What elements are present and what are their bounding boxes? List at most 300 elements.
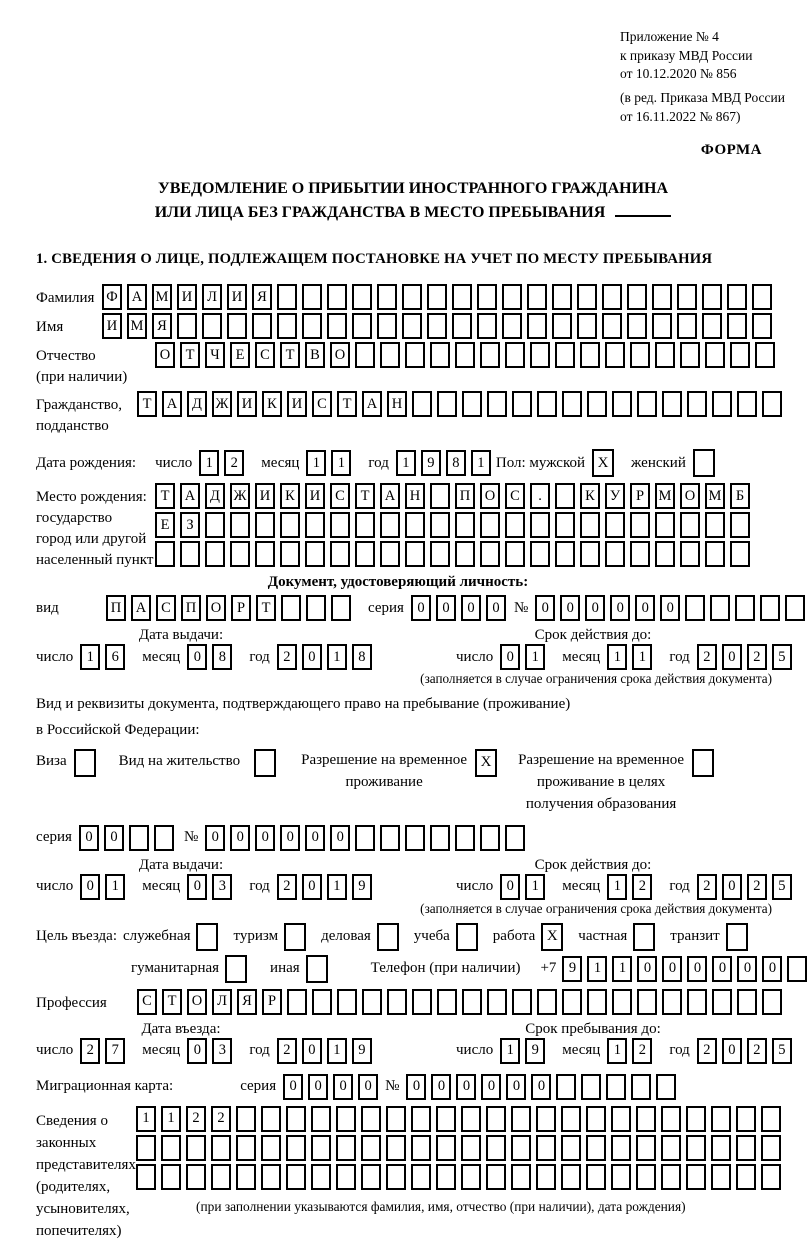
temp-residence-education-checkbox [692,749,719,777]
form-cell [261,1164,281,1190]
form-cell: 0 [506,1074,526,1100]
form-cell: 0 [456,1074,476,1100]
form-cell [281,595,301,621]
form-cell: К [280,483,300,509]
purpose-private-checkbox [633,923,660,951]
form-cell [505,825,525,851]
form-cell: 0 [431,1074,451,1100]
purpose-label: Цель въезда: [36,928,117,945]
form-cell [284,923,306,951]
form-cell: И [177,284,197,310]
form-cell [211,1135,231,1161]
form-cell [455,541,475,567]
form-cell [402,284,422,310]
form-cell [762,989,782,1015]
form-cell: О [480,483,500,509]
form-cell [577,313,597,339]
form-cell [377,923,399,951]
form-cell: 0 [481,1074,501,1100]
form-cell [427,313,447,339]
form-cell: Б [730,483,750,509]
form-cell: С [312,391,332,417]
form-cell [727,313,747,339]
purpose-work-checkbox [541,923,568,951]
form-cell [302,313,322,339]
profession-cells [137,989,787,1015]
form-cell: 2 [277,1038,297,1064]
form-cell [477,313,497,339]
form-cell: С [330,483,350,509]
form-cell [680,342,700,368]
form-cell [380,541,400,567]
birth-place-row-1 [155,483,755,509]
form-cell [686,1164,706,1190]
form-cell [311,1164,331,1190]
form-cell [430,512,450,538]
doc-kind-cells [106,595,356,621]
field-migration-card [36,1074,790,1100]
form-cell [630,512,650,538]
form-cell: 2 [632,1038,652,1064]
form-cell: К [262,391,282,417]
form-cell [752,313,772,339]
form-cell: П [106,595,126,621]
form-cell: А [380,483,400,509]
form-cell: 9 [562,956,582,982]
form-cell [730,512,750,538]
form-cell: 0 [305,825,325,851]
form-cell [537,391,557,417]
form-cell [730,541,750,567]
representatives-cells [136,1106,786,1215]
form-cell: 0 [308,1074,328,1100]
form-cell: 0 [585,595,605,621]
field-legal-representatives [36,1106,790,1242]
form-cell [462,989,482,1015]
visa-label: Виза [36,752,67,769]
stay-day-cells [500,1038,550,1064]
form-cell [427,284,447,310]
annex-line: от 10.12.2020 № 856 [620,66,737,82]
form-cell [205,512,225,538]
form-cell [377,284,397,310]
form-cell: Н [405,483,425,509]
form-cell [377,313,397,339]
form-cell [680,541,700,567]
form-cell: 1 [471,450,491,476]
form-cell [785,595,805,621]
form-cell: 5 [772,1038,792,1064]
form-cell: 7 [105,1038,125,1064]
form-cell: С [156,595,176,621]
form-cell [762,391,782,417]
form-cell [536,1135,556,1161]
residence-issue-date-header: Дата выдачи: [138,856,224,873]
form-cell [652,284,672,310]
form-cell: 0 [302,644,322,670]
form-cell [561,1135,581,1161]
entry-month-cells [187,1038,237,1064]
form-cell [702,313,722,339]
form-cell: 0 [411,595,431,621]
form-cell [261,1106,281,1132]
residence-series-cells [79,825,179,851]
form-cell [136,1164,156,1190]
form-cell [355,342,375,368]
form-cell [352,313,372,339]
form-cell [386,1106,406,1132]
form-cell [580,541,600,567]
form-cell [692,749,714,777]
form-cell [562,391,582,417]
form-cell: И [102,313,122,339]
form-cell [186,1135,206,1161]
form-cell: И [255,483,275,509]
form-cell [612,391,632,417]
form-cell [787,956,807,982]
form-cell: 0 [436,595,456,621]
form-cell [556,1074,576,1100]
form-cell [711,1106,731,1132]
form-cell [202,313,222,339]
form-cell: Т [280,342,300,368]
form-cell [336,1164,356,1190]
field-given-name [36,313,790,339]
form-cell: Д [205,483,225,509]
form-cell: 0 [406,1074,426,1100]
form-cell: 2 [697,1038,717,1064]
form-cell [306,595,326,621]
residence-doc-line-2: в Российской Федерации: [36,722,200,739]
form-cell: А [131,595,151,621]
form-cell [277,313,297,339]
purpose-official-checkbox [196,923,223,951]
form-cell [327,284,347,310]
form-cell [705,512,725,538]
form-cell: Л [212,989,232,1015]
entry-date: число 2 7 месяц 0 3 год 2 0 1 9 [36,1038,456,1064]
form-cell [505,541,525,567]
form-cell [461,1106,481,1132]
form-cell [236,1135,256,1161]
form-cell [386,1135,406,1161]
form-cell: 1 [525,874,545,900]
temp-residence-label: Разрешение на временное проживание [301,751,468,790]
form-cell [652,313,672,339]
form-cell: 5 [772,874,792,900]
residence-valid-year-cells [697,874,797,900]
form-cell [452,284,472,310]
form-cell [730,342,750,368]
stay-year-cells [697,1038,797,1064]
form-cell: 0 [486,595,506,621]
residence-dates [36,874,790,900]
form-cell [587,989,607,1015]
purpose-humanitarian-checkbox [225,955,252,983]
form-cell: 0 [104,825,124,851]
form-cell: 0 [500,644,520,670]
option-residence-permit [119,749,281,777]
option-visa [36,749,101,777]
form-cell [430,825,450,851]
doc-issue-date: число 1 6 месяц 0 8 год 2 0 1 8 [36,644,456,670]
form-cell: 5 [772,644,792,670]
surname-cells [102,284,777,310]
form-cell [555,512,575,538]
form-cell: 2 [277,874,297,900]
form-cell [402,313,422,339]
form-cell [655,541,675,567]
annex-header [620,28,790,126]
form-cell: 3 [212,874,232,900]
form-cell [527,313,547,339]
form-cell: 0 [187,644,207,670]
form-cell: 0 [722,644,742,670]
form-cell: 0 [230,825,250,851]
form-cell [355,541,375,567]
purpose-business-checkbox [377,923,404,951]
form-cell [760,595,780,621]
form-cell: П [181,595,201,621]
form-cell: 2 [186,1106,206,1132]
form-cell [536,1164,556,1190]
doc-series-cells [411,595,511,621]
form-cell [411,1106,431,1132]
form-cell: 2 [747,644,767,670]
form-cell: 1 [327,644,347,670]
form-cell [336,1106,356,1132]
form-cell: Т [337,391,357,417]
form-cell: А [127,284,147,310]
form-cell [530,512,550,538]
phone-prefix: +7 [540,960,557,977]
form-cell [686,1135,706,1161]
form-cell [461,1164,481,1190]
form-cell: 9 [352,874,372,900]
form-cell: Р [262,989,282,1015]
form-cell [612,989,632,1015]
form-cell: О [187,989,207,1015]
form-cell [552,313,572,339]
birth-month-cells [306,450,356,476]
residence-series-label: серия [36,829,72,846]
form-cell [736,1135,756,1161]
form-cell [136,1135,156,1161]
form-cell: 1 [199,450,219,476]
form-cell: 9 [352,1038,372,1064]
form-cell [480,342,500,368]
form-cell [411,1164,431,1190]
form-cell: 9 [421,450,441,476]
form-cell [627,284,647,310]
form-cell: 1 [306,450,326,476]
form-cell [331,595,351,621]
form-cell: С [255,342,275,368]
form-cell: 8 [212,644,232,670]
form-cell: 0 [79,825,99,851]
form-cell [662,989,682,1015]
form-cell [555,342,575,368]
form-cell: 1 [500,1038,520,1064]
form-cell [311,1106,331,1132]
form-cell: О [155,342,175,368]
form-cell [711,1135,731,1161]
form-cell [705,342,725,368]
form-cell [655,342,675,368]
form-cell [412,391,432,417]
form-cell: 0 [531,1074,551,1100]
form-cell [712,391,732,417]
residence-issue-year-cells [277,874,377,900]
form-cell: Ф [102,284,122,310]
form-cell [752,284,772,310]
form-cell [386,1164,406,1190]
residence-issue-day-cells [80,874,130,900]
form-cell [287,989,307,1015]
entry-dates [36,1038,790,1064]
form-cell [411,1135,431,1161]
residence-doc-options [36,749,790,815]
residence-issue-date: число 0 1 месяц 0 3 год 2 0 1 9 [36,874,456,900]
form-cell: 0 [737,956,757,982]
stay-month-cells [607,1038,657,1064]
form-cell [662,391,682,417]
sex-male-checkbox [592,449,619,477]
form-cell [252,313,272,339]
form-cell: 0 [283,1074,303,1100]
doc-issue-month-cells [187,644,237,670]
form-cell [230,512,250,538]
form-cell: 0 [722,874,742,900]
migration-series-cells [283,1074,383,1100]
form-cell [387,989,407,1015]
title-line-1: УВЕДОМЛЕНИЕ О ПРИБЫТИИ ИНОСТРАННОГО ГРАЖДАНИНА [157,180,669,198]
residence-valid-month-cells [607,874,657,900]
form-cell: 0 [635,595,655,621]
form-cell [530,541,550,567]
form-cell [737,391,757,417]
form-cell [280,512,300,538]
doc-issue-year-cells [277,644,377,670]
form-cell [630,342,650,368]
phone-cells [562,956,812,982]
form-cell [505,342,525,368]
form-cell [305,541,325,567]
form-cell [305,512,325,538]
form-cell [355,512,375,538]
residence-number-sign: № [183,829,199,846]
form-cell [155,541,175,567]
form-cell [225,955,247,983]
form-cell [636,1106,656,1132]
form-cell [486,1135,506,1161]
form-cell: О [680,483,700,509]
form-cell: 8 [446,450,466,476]
form-cell [236,1106,256,1132]
field-citizenship [36,391,790,437]
form-cell: 1 [80,644,100,670]
residence-valid-until-header: Срок действия до: [534,856,652,873]
form-cell [362,989,382,1015]
purpose-option-label: туризм [233,928,279,945]
doc-issue-day-cells [80,644,130,670]
annex-line: к приказу МВД России [620,47,753,63]
form-cell [605,541,625,567]
form-cell [705,541,725,567]
entry-day-cells [80,1038,130,1064]
form-cell [527,284,547,310]
form-cell: Я [237,989,257,1015]
form-cell [405,825,425,851]
form-cell: М [655,483,675,509]
form-cell [312,989,332,1015]
form-cell [487,391,507,417]
sex-female-label: женский [631,454,686,471]
form-cell: Т [355,483,375,509]
form-cell [405,512,425,538]
form-cell: О [330,342,350,368]
form-cell: Я [152,313,172,339]
form-cell [361,1135,381,1161]
purpose-study-checkbox [456,923,483,951]
given-name-cells [102,313,777,339]
form-cell: В [305,342,325,368]
form-cell [330,541,350,567]
purpose-transit-checkbox [726,923,753,951]
form-cell: 0 [722,1038,742,1064]
form-cell: X [541,923,563,951]
form-cell: 0 [535,595,555,621]
residence-doc-line-1: Вид и реквизиты документа, подтверждающего право на пребывание (проживание) [36,696,571,713]
patronymic-cells [155,342,780,368]
form-cell [211,1164,231,1190]
purpose-option-label: гуманитарная [131,960,220,977]
form-cell [177,313,197,339]
day-label: число [155,454,193,471]
form-cell: 0 [302,874,322,900]
form-cell: Ж [212,391,232,417]
doc-valid-until-header: Срок действия до: [534,627,652,644]
doc-kind-label: вид [36,599,59,616]
form-cell: Т [256,595,276,621]
field-birth-date [36,449,790,477]
form-cell: И [237,391,257,417]
form-cell: 1 [396,450,416,476]
form-cell: И [305,483,325,509]
form-cell [586,1164,606,1190]
migration-number-sign: № [385,1078,400,1095]
form-cell [286,1106,306,1132]
residence-valid-day-cells [500,874,550,900]
form-cell [477,284,497,310]
form-cell: Т [155,483,175,509]
form-cell [580,342,600,368]
form-cell: 2 [211,1106,231,1132]
form-cell [661,1164,681,1190]
form-cell [154,825,174,851]
form-cell [352,284,372,310]
form-cell [636,1164,656,1190]
form-cell [255,512,275,538]
doc-issue-date-header: Дата выдачи: [138,627,224,644]
form-cell [581,1074,601,1100]
form-cell: X [592,449,614,477]
surname-label: Фамилия [36,290,95,307]
form-cell [611,1135,631,1161]
form-cell [461,1135,481,1161]
doc-series-label: серия [368,599,404,616]
purpose-tourism-checkbox [284,923,311,951]
